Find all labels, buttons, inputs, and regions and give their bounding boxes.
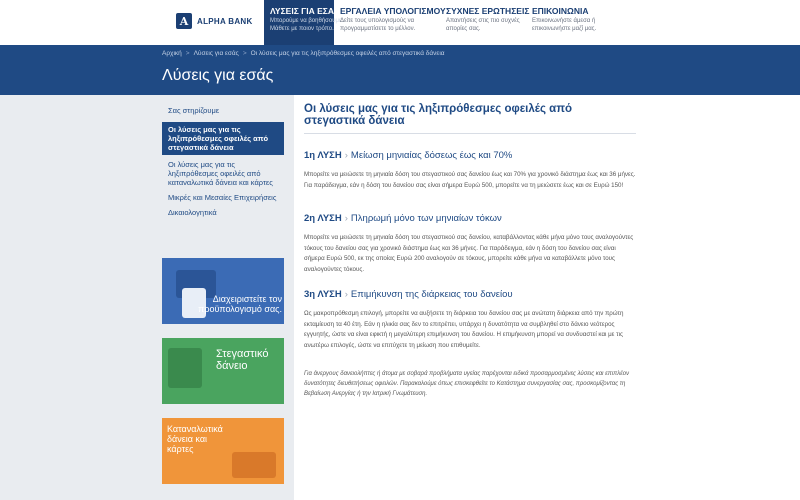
- solution-title: Επιμήκυνση της διάρκειας του δανείου: [350, 289, 513, 300]
- brand-name: ALPHA BANK: [197, 16, 253, 26]
- breadcrumb-solutions[interactable]: Λύσεις για εσάς: [193, 50, 239, 57]
- chevron-right-icon: ›: [344, 289, 348, 300]
- nav-subtitle: Επικοινωνήστε άμεσα ή επικοινωνήστε μαζί μας.: [532, 18, 597, 32]
- solution-heading: [304, 213, 636, 224]
- promo-label: Καταναλωτικά δάνεια και κάρτες: [167, 424, 223, 454]
- nav-faq[interactable]: [440, 0, 530, 45]
- house-icon: [168, 348, 202, 388]
- page-title: Λύσεις για εσάς: [162, 67, 274, 84]
- solution-title: Μείωση μηνιαίας δόσεως έως και 70%: [350, 150, 513, 161]
- nav-subtitle: Απαντήσεις στις πιο συχνές απορίες σας.: [446, 18, 520, 32]
- solution-2: [304, 213, 636, 275]
- sidebar-item-support[interactable]: Σας στηρίζουμε: [168, 106, 220, 115]
- main-content: [294, 95, 800, 500]
- nav-contact[interactable]: [526, 0, 616, 45]
- nav-title: ΕΡΓΑΛΕΙΑ ΥΠΟΛΟΓΙΣΜΟΥ: [340, 6, 446, 16]
- promo-budget[interactable]: [162, 258, 284, 324]
- cards-icon: [232, 452, 276, 478]
- sidebar-item-consumer-solutions[interactable]: Οι λύσεις μας για τις ληξιπρόθεσμες οφειλές από καταναλωτικά δάνεια και κάρτες: [168, 160, 273, 187]
- nav-subtitle: Δείτε τους υπολογισμούς να προγραμματίσετε το μέλλον.: [340, 18, 416, 32]
- solution-heading: [304, 150, 636, 161]
- solution-1: [304, 150, 636, 191]
- top-header: [0, 0, 800, 45]
- solution-text: Μπορείτε να μειώσετε τη μηνιαία δόση του στεγαστικού σας δανείου έως και 70% για χρονικό διάστημα έως και 36 μήνες. Για παράδειγμα, εάν η δόση του δανείου σας είναι σήμερα Ευρώ 500, μπορείτε να τη μειώσετε έως και σε Ευρώ 150!: [304, 171, 636, 189]
- solution-number: 1η ΛΥΣΗ: [304, 150, 342, 161]
- promo-label: Διαχειριστείτε τον προϋπολογισμό σας.: [198, 294, 282, 314]
- breadcrumb-current: Οι λύσεις μας για τις ληξιπρόθεσμες οφειλές από στεγαστικά δάνεια: [250, 50, 445, 57]
- main-nav: [264, 0, 616, 45]
- sidebar-menu: [162, 103, 284, 220]
- sidebar-item-smes[interactable]: Μικρές και Μεσαίες Επιχειρήσεις: [168, 193, 277, 202]
- solution-3: [304, 289, 636, 351]
- nav-title: ΕΠΙΚΟΙΝΩΝΙΑ: [532, 6, 589, 16]
- breadcrumb: [162, 50, 445, 57]
- solution-title: Πληρωμή μόνο των μηνιαίων τόκων: [350, 213, 502, 224]
- content-title: Οι λύσεις μας για τις ληξιπρόθεσμες οφειλές από στεγαστικά δάνεια: [304, 103, 573, 127]
- chevron-right-icon: ›: [344, 213, 348, 224]
- sidebar-item-documents[interactable]: Δικαιολογητικά: [168, 208, 217, 217]
- solution-text: Ως μακροπρόθεσμη επιλογή, μπορείτε να αυξήσετε τη διάρκεια του δανείου σας με ανώτατη διάρκεια από την πρώτη εκταμίευση τα 40 έτη. Εάν η ηλικία σας δεν το επιτρέπει, υπάρχει η δυνατότητα να συμβληθεί στο δάνειο νεότερος εγγυητής, ώστε να είναι εφικτή η μεγαλύτερη επιμήκυνση του δανείου. Η επιμήκυνση μπορεί να συνδυαστεί και με τις ανωτέρω επιλογές, ώστε να επιτύχετε τη μείωση που επιθυμείτε.: [304, 310, 624, 349]
- alpha-bank-logo[interactable]: [176, 13, 253, 29]
- solution-number: 3η ΛΥΣΗ: [304, 289, 342, 300]
- chevron-right-icon: ›: [344, 150, 348, 161]
- page-banner: [0, 45, 800, 95]
- promo-consumer[interactable]: [162, 418, 284, 484]
- alpha-logo-icon: A: [176, 13, 192, 29]
- solution-text: Μπορείτε να μειώσετε τη μηνιαία δόση του στεγαστικού σας δανείου, καταβάλλοντας κάθε μήνα μόνο τους αναλογούντες τόκους του δανείου σας για χρονικό διάστημα έως και 36 μήνες. Για παράδειγμα, εάν η δόση του δανείου σας είναι σήμερα Ευρώ 500, εκ της οποίας Ευρώ 200 αναλογούν σε τόκους, μπορείτε κάθε μήνα να καταβάλλετε μόνο τους αναλογούντες τόκους.: [304, 234, 634, 273]
- breadcrumb-separator: >: [185, 50, 190, 57]
- promo-mortgage[interactable]: [162, 338, 284, 404]
- breadcrumb-home[interactable]: Αρχική: [162, 50, 182, 57]
- nav-calculation-tools[interactable]: [334, 0, 446, 45]
- nav-title: ΛΥΣΕΙΣ ΓΙΑ ΕΣΑΣ: [270, 6, 340, 16]
- title-divider: [304, 133, 636, 134]
- sidebar-item-mortgage-solutions[interactable]: Οι λύσεις μας για τις ληξιπρόθεσμες οφειλές από στεγαστικά δάνεια: [162, 122, 284, 155]
- solution-heading: [304, 289, 636, 300]
- breadcrumb-separator: >: [242, 50, 247, 57]
- promo-label: Στεγαστικό δάνειο: [216, 348, 269, 372]
- nav-solutions-for-you[interactable]: [264, 0, 344, 45]
- solution-number: 2η ΛΥΣΗ: [304, 213, 342, 224]
- nav-subtitle: Μπορούμε να βοηθήσουμε. Μάθετε με ποιον τρόπο.: [270, 18, 344, 32]
- unemployed-note: Για άνεργους δανειολήπτες ή άτομα με σοβαρά προβλήματα υγείας παρέχονται ειδικά προσαρμοσμένες λύσεις και επιπλέον δυνατότητες διευθετήσεως οφειλών. Παρακαλούμε όπως επισκεφθείτε το Κατάστημα συνεργασίας σας, προσκομίζοντας τη Βεβαίωση Ανεργίας ή την Ιατρική Γνωμάτευση.: [304, 371, 630, 397]
- nav-title: ΣΥΧΝΕΣ ΕΡΩΤΗΣΕΙΣ: [446, 6, 530, 16]
